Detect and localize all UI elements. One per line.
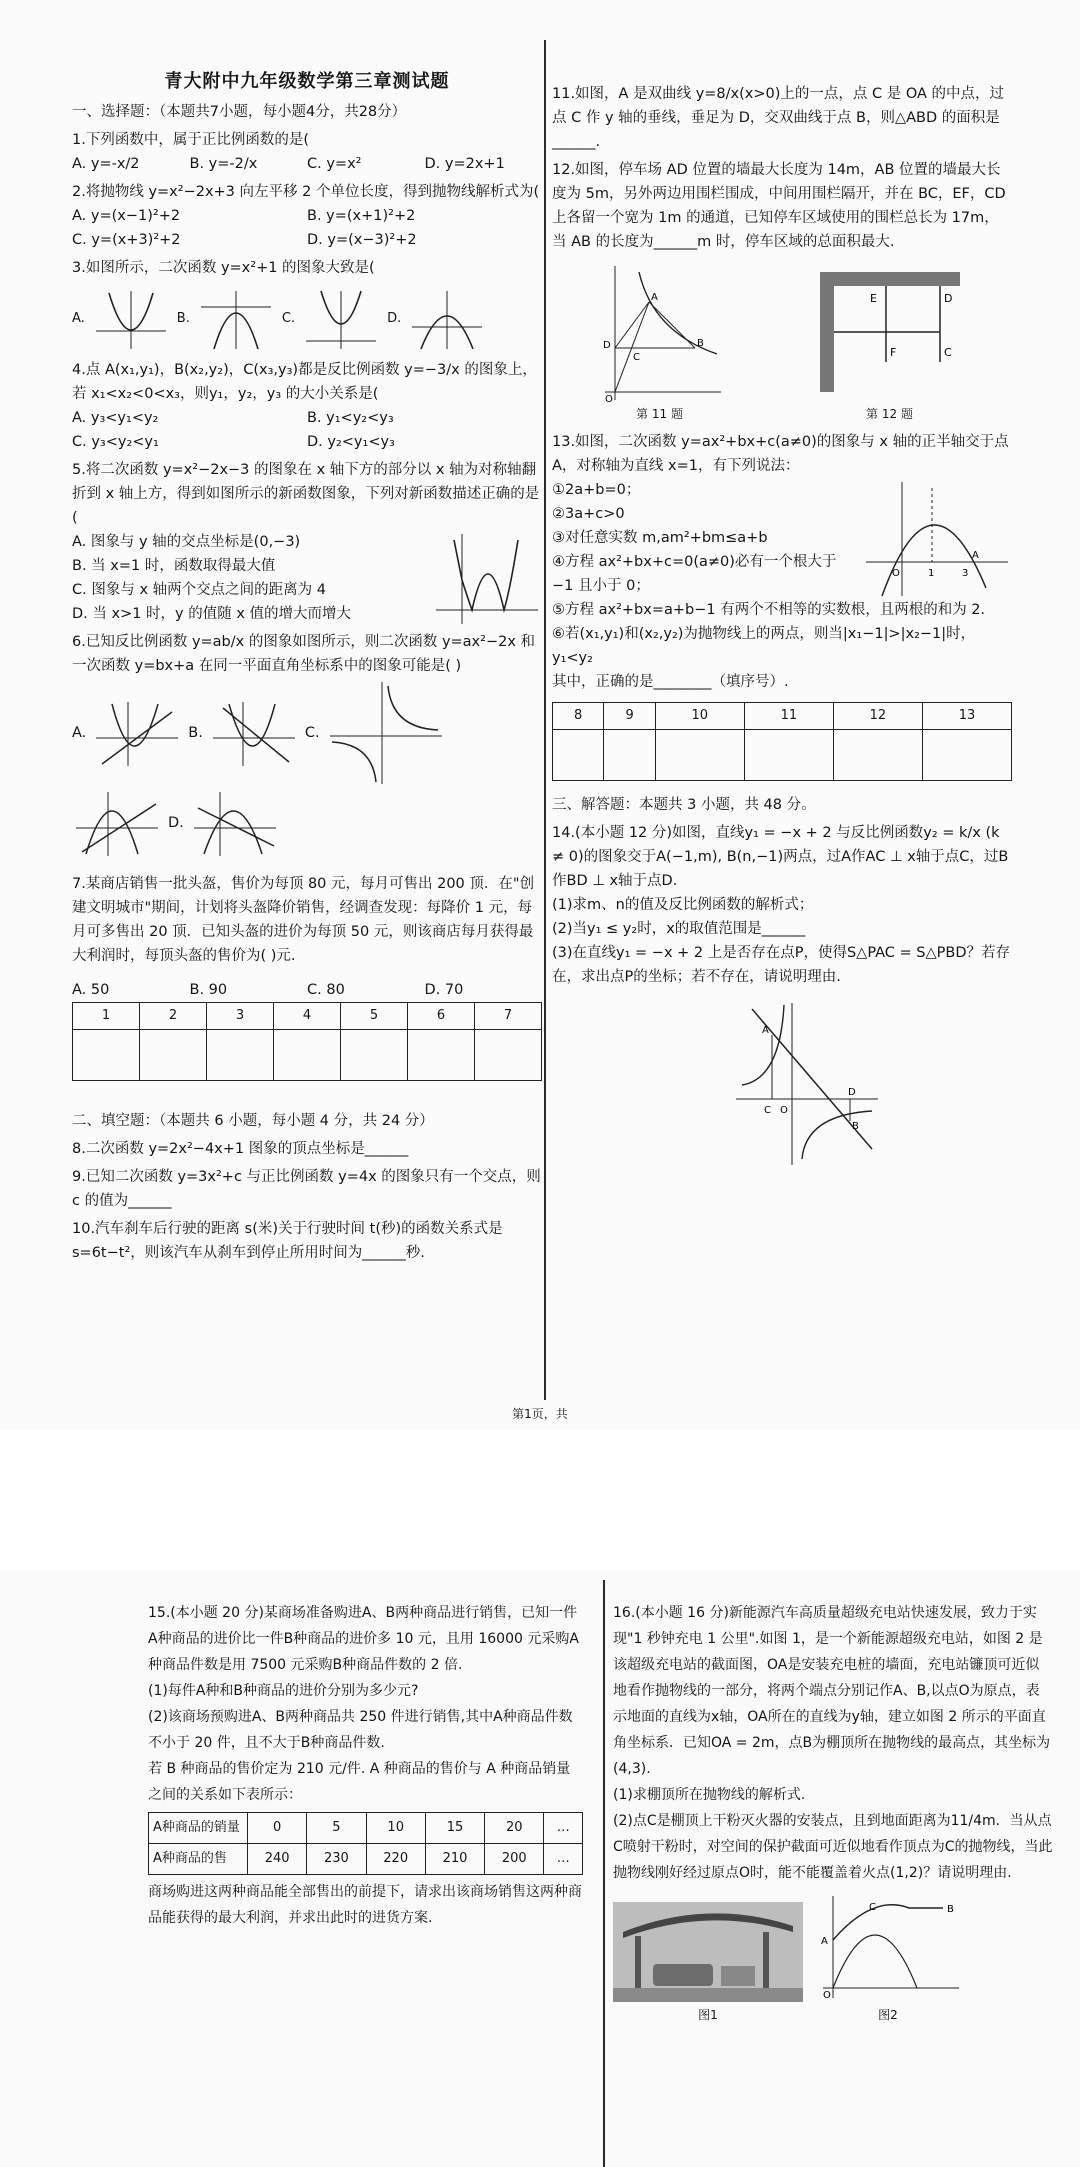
table-cell: …: [544, 1813, 583, 1844]
table-cell: 10: [366, 1813, 425, 1844]
graph-b: [196, 287, 276, 351]
answer-cell[interactable]: [922, 730, 1011, 781]
question-15-ending: 商场购进这两种商品能全部售出的前提下，请求出该商场销售这两种商品能获得的最大利润，并求出此时的进货方案.: [148, 1884, 582, 1926]
table-cell: 15: [425, 1813, 484, 1844]
graph-label: D.: [168, 815, 184, 831]
question-13: 13.如图，二次函数 y=ax²+bx+c(a≠0)的图象与 x 轴的正半轴交于点 A，对称轴为直线 x=1，有下列说法：: [552, 434, 1009, 474]
table-cell: …: [544, 1844, 583, 1875]
question-5-options: [72, 530, 432, 626]
table-row: [149, 1844, 583, 1875]
question-14: 14.(本小题 12 分)如图，直线y₁ = −x + 2 与反比例函数y₂ = k/x (k ≠ 0)的图象交于A(−1,m), B(n,−1)两点，过A作AC ⊥ x轴于点C，过B作BD ⊥ x轴于点D.: [552, 825, 1009, 889]
statement: ⑤方程 ax²+bx=a+b−1 有两个不相等的实数根，且两根的和为 2．: [552, 602, 996, 618]
statement: ⑥若(x₁,y₁)和(x₂,y₂)为抛物线上的两点，则当|x₁−1|>|x₂−1|时，y₁<y₂: [552, 626, 976, 666]
table-row: [553, 703, 1012, 730]
answer-cell[interactable]: [744, 730, 833, 781]
charging-station-photo: [613, 1902, 803, 2002]
answer-cell[interactable]: [475, 1030, 542, 1081]
answer-table-2: [552, 702, 1012, 781]
table-cell: 11: [744, 703, 833, 730]
question-1-options: [72, 152, 542, 176]
question-6-graphs-row2: [72, 788, 542, 858]
graph-d: [407, 287, 487, 351]
table-cell: 230: [307, 1844, 366, 1875]
answer-cell[interactable]: [833, 730, 922, 781]
figure-11-graph: [595, 262, 725, 402]
option: C. 80: [307, 982, 345, 998]
question-2-options-row1: [72, 204, 542, 228]
graph-6b: [209, 698, 299, 768]
option: D. y=2x+1: [424, 156, 505, 172]
table-cell: 13: [922, 703, 1011, 730]
figure-2: [813, 1892, 963, 2028]
question-5-graph: [432, 530, 542, 626]
svg-text:C: C: [943, 346, 952, 359]
svg-text:A: A: [762, 1025, 769, 1036]
svg-text:O: O: [823, 1990, 831, 2001]
statement: ②3a+c>0: [552, 506, 625, 522]
section-3-heading: 三、解答题：本题共 3 小题，共 48 分。: [552, 797, 816, 813]
question-14-graph: [732, 999, 882, 1169]
svg-text:D: D: [848, 1087, 856, 1098]
option: C. 图象与 x 轴两个交点之间的距离为 4: [72, 582, 326, 598]
option: D. y=(x−3)²+2: [307, 232, 417, 248]
table-cell: 8: [553, 703, 604, 730]
question-9: 9.已知二次函数 y=3x²+c 与正比例函数 y=4x 的图象只有一个交点，则 c 的值为______: [72, 1169, 541, 1209]
question-16-part-2: (2)点C是棚顶上干粉灭火器的安装点，且到地面距离为11/4m．当从点C喷射干粉时，对空间的保护截面可近似地看作顶点为C的抛物线，当此抛物线刚好经过原点O时，能不能覆盖着火点(1,2)？请说明理由.: [613, 1813, 1053, 1881]
question-4-options-row1: [72, 406, 542, 430]
question-15: 15.(本小题 20 分)某商场准备购进A、B两种商品进行销售，已知一件A种商品的进价比一件B种商品的进价多 10 元，且用 16000 元采购A种商品件数是用 7500 元采购B种商品件数的 2 倍.: [148, 1605, 579, 1673]
svg-text:O: O: [892, 568, 900, 579]
question-8: 8.二次函数 y=2x²−4x+1 图象的顶点坐标是______: [72, 1141, 409, 1157]
table-header: A种商品的销量: [149, 1813, 248, 1844]
price-table: [148, 1812, 583, 1875]
question-14-part-2: (2)当y₁ ≤ y₂时，x的取值范围是______: [552, 921, 806, 937]
svg-text:C: C: [764, 1105, 771, 1116]
option: D. y₂<y₁<y₃: [307, 434, 395, 450]
graph-label: B.: [176, 311, 190, 326]
svg-text:D: D: [602, 340, 611, 351]
answer-cell[interactable]: [655, 730, 744, 781]
figure-12-diagram: [810, 262, 970, 402]
question-13-body: [552, 478, 1012, 598]
question-5-body: [72, 530, 542, 626]
table-cell: 3: [207, 1003, 274, 1030]
table-cell: 240: [248, 1844, 307, 1875]
figure-2-caption: 图2: [878, 2008, 898, 2022]
question-6-graphs-row1: [72, 678, 542, 788]
answer-blank-row: [553, 730, 1012, 781]
table-cell: 220: [366, 1844, 425, 1875]
answer-cell[interactable]: [140, 1030, 207, 1081]
graph-label: D.: [387, 311, 402, 326]
statement: ③对任意实数 m,am²+bm≤a+b: [552, 530, 768, 546]
question-14-part-1: (1)求m、n的值及反比例函数的解析式；: [552, 897, 814, 913]
table-row: [149, 1813, 583, 1844]
question-16-part-1: (1)求棚顶所在抛物线的解析式.: [613, 1787, 806, 1803]
graph-6c: [72, 788, 162, 858]
option: A. y₃<y₁<y₂: [72, 410, 159, 426]
table-cell: 9: [604, 703, 655, 730]
graph-6d: [190, 788, 280, 858]
question-5: 5.将二次函数 y=x²−2x−3 的图象在 x 轴下方的部分以 x 轴为对称轴翻折到 x 轴上方，得到如图所示的新函数图象，下列对新函数描述正确的是(: [72, 462, 540, 526]
svg-text:A: A: [650, 292, 658, 303]
question-12: 12.如图，停车场 AD 位置的墙最大长度为 14m，AB 位置的墙最大长度为 5m，另外两边用围栏围成，中间用围栏隔开，并在 BC，EF，CD 上各留一个宽为 1m 的通道，已知停车区域使用的围栏总长为 17m，当 AB 的长度为______m 时，停车区域的总面积最大.: [552, 162, 1006, 250]
svg-text:A: A: [821, 1936, 828, 1947]
page-title: 青大附中九年级数学第三章测试题: [164, 71, 450, 92]
option: D. 70: [424, 982, 464, 998]
question-15-column: [148, 1600, 583, 1931]
option: A. y=(x−1)²+2: [72, 208, 181, 224]
answer-cell[interactable]: [207, 1030, 274, 1081]
option: B. 90: [189, 982, 228, 998]
table-cell: 7: [475, 1003, 542, 1030]
question-16: 16.(本小题 16 分)新能源汽车高质量超级充电站快速发展，致力于实现"1 秒钟充电 1 公里".如图 1，是一个新能源超级充电站，如图 2 是该超级充电站的截面图，OA是安装充电桩的墙面，充电站镰顶可近似地看作抛物线的一部分，将两个端点分别记作A、B,以点O为原点，表示地面的直线为x轴，OA所在的直线为y轴，建立如图 2 所示的平面直角坐标系．已知OA = 2m，点B为棚顶所在抛物线的最高点，其坐标为(4,3).: [613, 1605, 1051, 1777]
exam-page-2: [0, 1570, 1080, 2167]
question-13-ending: 其中，正确的是________（填序号）.: [552, 674, 789, 690]
parabola-canopy-graph: [813, 1892, 963, 2002]
question-15-part-3: 若 B 种商品的售价定为 210 元/件. A 种商品的售价与 A 种商品销量之间的关系如下表所示：: [148, 1761, 571, 1803]
svg-text:3: 3: [962, 568, 969, 579]
figure-1: [613, 1902, 803, 2028]
figures-11-12: [552, 262, 1012, 426]
figure-12: [810, 262, 970, 426]
question-3-graphs: [72, 284, 542, 354]
table-cell: 210: [425, 1844, 484, 1875]
answer-cell[interactable]: [553, 730, 604, 781]
question-7-options: [72, 978, 542, 1002]
option: B. y=-2/x: [189, 156, 258, 172]
answer-cell[interactable]: [73, 1030, 140, 1081]
svg-text:D: D: [943, 292, 952, 305]
answer-table-1: [72, 1002, 542, 1081]
column-divider: [544, 40, 546, 1400]
table-cell: 20: [485, 1813, 544, 1844]
left-column: [72, 0, 542, 1265]
question-10: 10.汽车刹车后行驶的距离 s(米)关于行驶时间 t(秒)的函数关系式是 s=6t−t²，则该汽车从刹车到停止所用时间为______秒.: [72, 1221, 503, 1261]
answer-cell[interactable]: [604, 730, 655, 781]
section-2-heading: 二、填空题：（本题共 6 小题，每小题 4 分，共 24 分）: [72, 1113, 434, 1129]
svg-text:F: F: [889, 346, 896, 359]
graph-a: [91, 287, 171, 351]
section-1-heading: 一、选择题：（本题共7小题，每小题4分，共28分）: [72, 104, 407, 120]
figure-11: [595, 262, 725, 426]
reference-hyperbola-graph: [326, 678, 446, 788]
svg-text:C: C: [869, 1902, 876, 1913]
graph-label: A.: [72, 311, 85, 326]
question-2-options-row2: [72, 228, 542, 252]
question-15-part-2: (2)该商场预购进A、B两种商品共 250 件进行销售,其中A种商品件数不小于 20 件，且不大于B种商品件数.: [148, 1709, 573, 1751]
page-footer: 第1页，共: [512, 1407, 568, 1421]
svg-text:B: B: [947, 1904, 954, 1915]
answer-cell[interactable]: [341, 1030, 408, 1081]
figure-11-caption: 第 11 题: [636, 407, 683, 421]
table-cell: 6: [408, 1003, 475, 1030]
question-13-items: [552, 478, 862, 598]
statement: ①2a+b=0；: [552, 482, 641, 498]
svg-text:B: B: [852, 1121, 859, 1132]
svg-text:E: E: [869, 292, 877, 305]
graph-label: C.: [281, 311, 296, 326]
option: B. y=(x+1)²+2: [307, 208, 416, 224]
table-cell: 4: [274, 1003, 341, 1030]
svg-text:A: A: [972, 550, 979, 561]
svg-text:1: 1: [928, 568, 935, 579]
table-cell: 10: [655, 703, 744, 730]
question-11: 11.如图，A 是双曲线 y=8/x(x>0)上的一点，点 C 是 OA 的中点，过点 C 作 y 轴的垂线，垂足为 D，交双曲线于点 B，则△ABD 的面积是______.: [552, 86, 1005, 150]
question-13-graph: [862, 478, 1012, 598]
question-16-figures: [613, 1892, 1053, 2028]
right-column: [552, 0, 1012, 1169]
graph-label: A.: [72, 725, 87, 741]
figure-1-caption: 图1: [698, 2008, 718, 2022]
answer-blank-row: [73, 1030, 542, 1081]
svg-text:O: O: [604, 394, 613, 402]
option: C. y=x²: [307, 156, 362, 172]
question-4: 4.点 A(x₁,y₁)，B(x₂,y₂)，C(x₃,y₃)都是反比例函数 y=−3/x 的图象上，若 x₁<x₂<0<x₃，则y₁，y₂，y₃ 的大小关系是(: [72, 362, 537, 402]
question-3: 3.如图所示，二次函数 y=x²+1 的图象大致是(: [72, 260, 375, 276]
question-16-column: [613, 1600, 1053, 2028]
svg-text:C: C: [632, 352, 640, 363]
option: A. y=-x/2: [72, 156, 140, 172]
figure-12-caption: 第 12 题: [866, 407, 913, 421]
table-cell: 200: [485, 1844, 544, 1875]
table-cell: 5: [341, 1003, 408, 1030]
question-14-part-3: (3)在直线y₁ = −x + 2 上是否存在点P，使得S△PAC = S△PBD？若存在，求出点P的坐标；若不存在，请说明理由.: [552, 945, 1011, 985]
option: B. y₁<y₂<y₃: [307, 410, 394, 426]
question-2: 2.将抛物线 y=x²−2x+3 向左平移 2 个单位长度，得到抛物线解析式为(: [72, 184, 540, 200]
table-cell: 1: [73, 1003, 140, 1030]
question-6: 6.已知反比例函数 y=ab/x 的图象如图所示，则二次函数 y=ax²−2x 和一次函数 y=bx+a 在同一平面直角坐标系中的图象可能是( ): [72, 634, 536, 674]
svg-text:O: O: [780, 1105, 788, 1116]
option: A. 图象与 y 轴的交点坐标是(0,−3): [72, 534, 301, 550]
question-4-options-row2: [72, 430, 542, 454]
graph-label: B.: [188, 725, 203, 741]
statement: ④方程 ax²+bx+c=0(a≠0)必有一个根大于 −1 且小于 0；: [552, 554, 837, 594]
table-row: [73, 1003, 542, 1030]
table-cell: 0: [248, 1813, 307, 1844]
question-15-part-1: (1)每件A种和B种商品的进价分别为多少元?: [148, 1683, 419, 1699]
option: B. 当 x=1 时，函数取得最大值: [72, 558, 276, 574]
table-cell: 2: [140, 1003, 207, 1030]
graph-label: C.: [304, 725, 320, 741]
graph-6a: [92, 698, 182, 768]
svg-text:B: B: [696, 338, 704, 349]
answer-cell[interactable]: [408, 1030, 475, 1081]
graph-c: [301, 287, 381, 351]
question-1: 1.下列函数中，属于正比例函数的是(: [72, 132, 309, 148]
table-header: A种商品的售: [149, 1844, 248, 1875]
column-divider: [603, 1580, 605, 2167]
table-cell: 12: [833, 703, 922, 730]
option: A. 50: [72, 982, 110, 998]
table-cell: 5: [307, 1813, 366, 1844]
option: D. 当 x>1 时，y 的值随 x 值的增大而增大: [72, 606, 352, 622]
answer-cell[interactable]: [274, 1030, 341, 1081]
option: C. y=(x+3)²+2: [72, 232, 181, 248]
question-7: 7.某商店销售一批头盔，售价为每顶 80 元，每月可售出 200 顶．在"创建文明城市"期间，计划将头盔降价销售，经调查发现：每降价 1 元，每月可多售出 20 顶．已知头盔的进价为每顶 50 元，则该商店每月获得最大利润时，每顶头盔的售价为( )元.: [72, 876, 535, 964]
option: C. y₃<y₂<y₁: [72, 434, 159, 450]
